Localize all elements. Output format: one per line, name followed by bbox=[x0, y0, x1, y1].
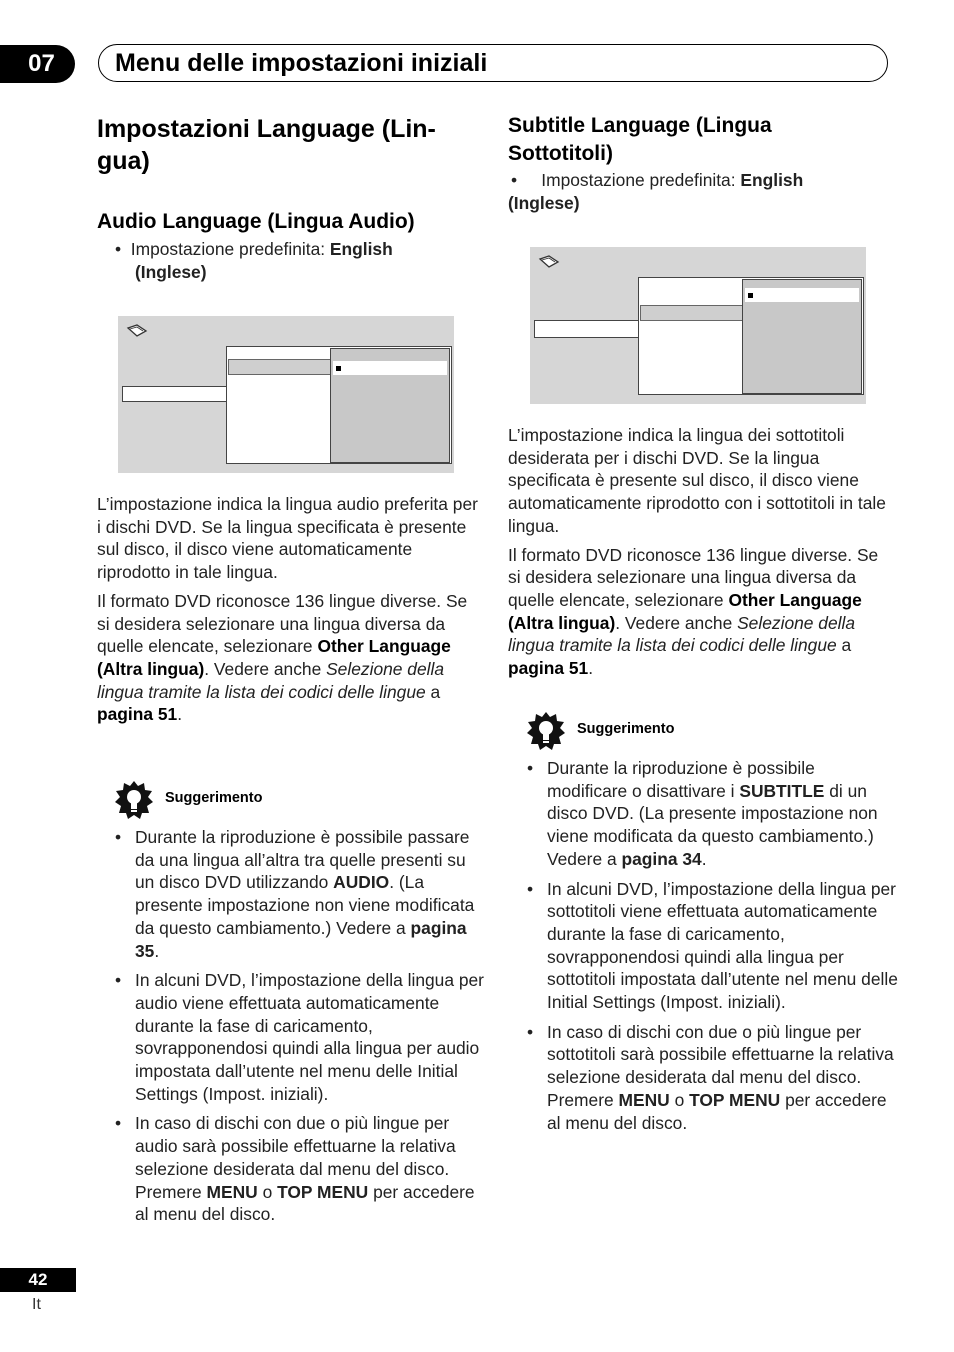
page-number-badge bbox=[0, 1268, 76, 1292]
tip-heading: Suggerimento bbox=[165, 790, 263, 806]
tip-list-subtitle bbox=[508, 757, 898, 1141]
language-code: It bbox=[32, 1296, 41, 1313]
audio-description bbox=[97, 493, 482, 726]
bullet: • bbox=[511, 170, 542, 190]
paragraph: L’impostazione indica la lingua audio preferita per i dischi DVD. Se la lingua specificata è presente sul disco, il disco viene automaticamente riprodotto in tale lingua. bbox=[97, 494, 478, 583]
key-label: TOP MENU bbox=[277, 1181, 369, 1202]
paragraph: L’impostazione indica la lingua dei sottotitoli desiderata per i dischi DVD. Se la lingua specificata è presente sul disco, il disco viene automaticamente riprodotto con i sottotitoli in tale lingua. bbox=[508, 425, 886, 536]
para-text: Il formato DVD riconosce 136 lingue diverse. Se si desidera selezionare una lingua diversa da quelle elencate, selezionare bbox=[97, 590, 468, 657]
list-item: • In alcuni DVD, l’impostazione della lingua per sottotitoli viene effettuata automaticamente durante la fase di caricamento, sovrapponendosi quindi alla lingua per sottotitoli impostata dall’utente nel menu delle Initial Settings (Impost. iniziali). bbox=[508, 878, 898, 1014]
lightbulb-tip-icon bbox=[526, 711, 566, 751]
item-text: . (La presente impostazione non viene modificata da questo cambiamento.) Vedere a bbox=[135, 872, 475, 938]
section-title-line: Impostazioni Language (Lin- bbox=[97, 115, 436, 143]
default-value: English bbox=[740, 170, 804, 190]
key-label: SUBTITLE bbox=[739, 780, 825, 801]
para-text: . Vedere anche bbox=[204, 658, 327, 679]
selection-marker bbox=[336, 366, 341, 371]
key-label: AUDIO bbox=[333, 872, 390, 893]
menu-pane-category bbox=[534, 320, 642, 338]
para-italic: Selezione della lingua tramite la lista dei codici delle lingue bbox=[97, 658, 445, 702]
menu-option-selected bbox=[333, 361, 447, 375]
list-item bbox=[508, 1021, 898, 1135]
default-setting-audio bbox=[115, 238, 475, 283]
menu-selected-row bbox=[640, 305, 744, 321]
key-label: MENU bbox=[206, 1181, 258, 1202]
default-value: English bbox=[329, 239, 393, 259]
list-item bbox=[508, 757, 898, 871]
key-label: TOP MENU bbox=[689, 1089, 781, 1110]
page-ref-link[interactable]: pagina 51 bbox=[97, 704, 178, 725]
menu-pane-category bbox=[122, 386, 230, 402]
page-ref-link[interactable]: pagina 35 bbox=[135, 917, 467, 961]
subsection-title-subtitle bbox=[508, 112, 888, 168]
default-value-note: (Inglese) bbox=[508, 192, 580, 213]
subsection-title-audio: Audio Language (Lingua Audio) bbox=[97, 210, 415, 233]
para-italic: Selezione della lingua tramite la lista dei codici delle lingue bbox=[508, 612, 856, 656]
para-bold: Other Language (Altra lingua) bbox=[97, 636, 451, 679]
paragraph bbox=[97, 590, 482, 726]
menu-pane-options bbox=[742, 279, 862, 394]
item-text: per accedere al menu del disco. bbox=[135, 1181, 475, 1225]
item-text: . bbox=[701, 848, 707, 869]
selection-marker bbox=[748, 293, 753, 298]
item-text: per accedere al menu del disco. bbox=[547, 1089, 887, 1133]
default-value-note: (Inglese) bbox=[135, 261, 207, 282]
default-prefix: Impostazione predefinita: bbox=[130, 239, 330, 259]
para-text: Il formato DVD riconosce 136 lingue diverse. Se si desidera selezionare una lingua diversa da quelle elencate, selezionare bbox=[508, 544, 879, 610]
tip-heading: Suggerimento bbox=[577, 721, 675, 737]
paragraph bbox=[508, 544, 893, 680]
para-text: a bbox=[836, 635, 852, 656]
list-item: • In alcuni DVD, l’impostazione della lingua per audio viene effettuata automaticamente durante la fase di caricamento, sovrapponendosi quindi alla lingua per audio impostata dall’utente nel menu delle Initial Settings (Impost. iniziali). bbox=[96, 969, 486, 1105]
item-text: o bbox=[669, 1089, 690, 1110]
item-text: di un disco DVD. (La presente impostazione non viene modificata da questo cambiamento.) Vedere a bbox=[547, 780, 878, 869]
page-ref-link[interactable]: pagina 34 bbox=[621, 848, 702, 869]
menu-option-selected bbox=[745, 288, 859, 302]
item-text: In caso di dischi con due o più lingue per audio sarà possibile effettuarne la relativa selezione desiderata dal menu del disco. Premere bbox=[135, 1113, 456, 1202]
chapter-number: 07 bbox=[28, 50, 55, 77]
subsection-title-line: Subtitle Language (Lingua bbox=[508, 114, 772, 137]
default-setting-subtitle bbox=[508, 169, 888, 214]
tip-list-audio bbox=[96, 826, 486, 1233]
chapter-title: Menu delle impostazioni iniziali bbox=[115, 49, 488, 77]
subsection-title-line: Sottotitoli) bbox=[508, 142, 613, 165]
section-title bbox=[97, 113, 477, 177]
menu-selected-row bbox=[228, 359, 332, 375]
audio-language-screen bbox=[118, 316, 454, 473]
item-text: In caso di dischi con due o più lingue per sottotitoli sarà possibile effettuarne la relativa selezione desiderata dal menu del disco. Premere bbox=[547, 1021, 894, 1110]
page-ref-link[interactable]: pagina 51 bbox=[508, 658, 589, 679]
list-item bbox=[96, 826, 486, 962]
para-bold: Other Language (Altra lingua) bbox=[508, 589, 862, 633]
para-text: . Vedere anche bbox=[615, 612, 738, 633]
item-text: Durante la riproduzione è possibile modificare o disattivare i bbox=[547, 758, 815, 801]
item-text: Durante la riproduzione è possibile passare da una lingua all’altra tra quelle presenti su un disco DVD utilizzando bbox=[135, 827, 470, 893]
bullet: • bbox=[115, 239, 131, 259]
lightbulb-tip-icon bbox=[114, 780, 154, 820]
para-text: . bbox=[177, 704, 183, 725]
subtitle-language-screen bbox=[530, 247, 866, 404]
section-title-line: gua) bbox=[97, 147, 150, 175]
chapter-number-badge bbox=[0, 45, 75, 83]
page-number: 42 bbox=[28, 1270, 48, 1289]
default-prefix: Impostazione predefinita: bbox=[541, 170, 741, 190]
disc-tab-icon bbox=[126, 324, 148, 338]
para-text: . bbox=[588, 658, 594, 679]
item-text: o bbox=[257, 1181, 278, 1202]
key-label: MENU bbox=[618, 1089, 670, 1110]
para-text: a bbox=[425, 681, 441, 702]
item-text: . bbox=[154, 940, 160, 961]
disc-tab-icon bbox=[538, 255, 560, 269]
list-item bbox=[96, 1112, 486, 1226]
menu-pane-options bbox=[330, 348, 450, 463]
subtitle-description bbox=[508, 424, 893, 680]
